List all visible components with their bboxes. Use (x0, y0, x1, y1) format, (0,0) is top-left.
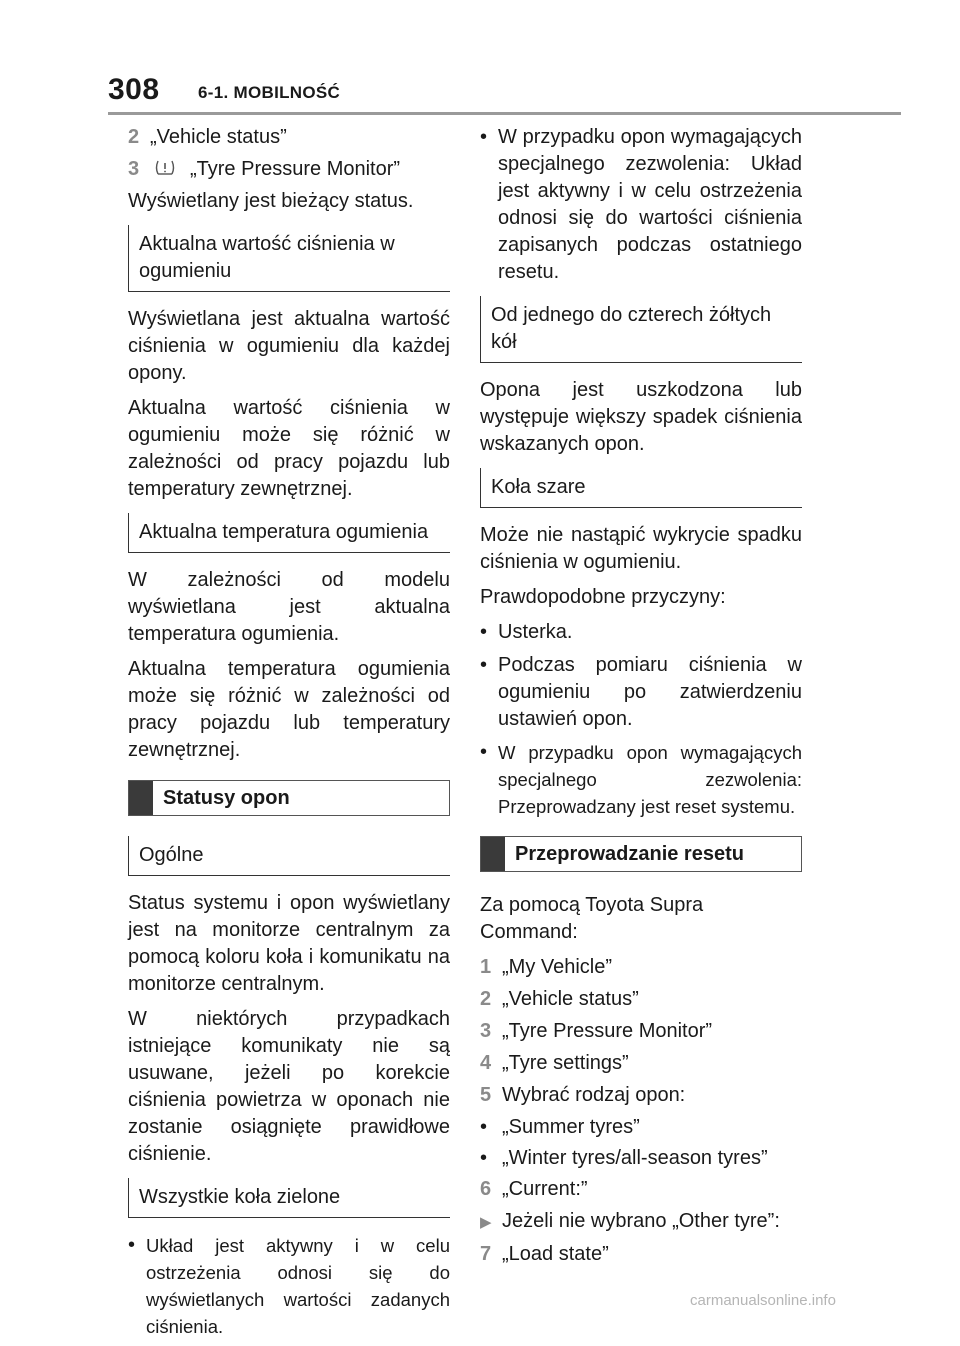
section-reset (480, 836, 802, 872)
step-text: „Tyre settings” (502, 1052, 629, 1074)
subheading-grey: Koła szare (480, 468, 802, 508)
tyre-warning-icon (154, 159, 176, 177)
list-item: • „Summer tyres” (480, 1114, 802, 1141)
subheading-yellow: Od jednego do czterech żółtych kół (480, 296, 802, 363)
step-6 (480, 1176, 802, 1203)
conditional-note (480, 1208, 802, 1236)
section-marker (129, 781, 153, 815)
subheading-all-green: Wszystkie koła zielone (128, 1178, 450, 1218)
header-divider (108, 112, 901, 115)
command-paragraph: Za pomocą Toyota Supra Command: (480, 894, 704, 943)
section-title: Statusy opon (163, 787, 290, 809)
list-item: • W przypadku opon wymagających specjalnego zezwolenia: Przeprowadzany jest reset systemu. (480, 739, 802, 820)
step-text: „Vehicle status” (502, 988, 639, 1010)
dash-text: „Winter tyres/all-season tyres” (502, 1147, 768, 1169)
general-paragraph-2: W niektórych przypadkach istniejące komunikaty nie są usuwane, jeżeli po korekcie ciśnienia powietrza w oponach nie zostanie osiągnięte prawidłowe ciśnienie. (128, 1008, 450, 1165)
step-number: 6 (480, 1178, 492, 1200)
bullet-text: W przypadku opon wymagających specjalnego zezwolenia: Układ jest aktywny i w celu ostrzeżenia odnosi się do wartości ciśnienia zapisanych podczas ostatniego resetu. (498, 126, 802, 283)
step-text: „Current:” (502, 1178, 588, 1200)
step-text: „Vehicle status” (150, 126, 287, 148)
step-text: „My Vehicle” (502, 956, 613, 978)
pressure-paragraph-2: Aktualna wartość ciśnienia w ogumieniu może się różnić w zależności od pracy pojazdu lub temperatury zewnętrznej. (128, 397, 450, 500)
step-2 (128, 124, 450, 151)
bullet-text: Usterka. (498, 621, 573, 643)
step-number: 7 (480, 1243, 492, 1265)
page-header (0, 0, 960, 120)
yellow-paragraph: Opona jest uszkodzona lub występuje większy spadek ciśnienia wskazanych opon. (480, 379, 802, 455)
list-item: • W przypadku opon wymagających specjalnego zezwolenia: Układ jest aktywny i w celu ostrzeżenia odnosi się do wartości ciśnienia zapisanych podczas ostatniego resetu. (480, 124, 802, 286)
step-3 (128, 156, 450, 183)
step-number: 2 (128, 126, 140, 148)
bullet-text: W przypadku opon wymagających specjalnego zezwolenia: Przeprowadzany jest reset systemu. (498, 742, 802, 817)
subheading-pressure: Aktualna wartość ciśnienia w ogumieniu (128, 225, 450, 292)
subheading-general: Ogólne (128, 836, 450, 876)
list-item: • Układ jest aktywny i w celu ostrzeżenia odnosi się do wyświetlanych wartości zadanych ciśnienia. (128, 1232, 450, 1340)
bullet-text: Podczas pomiaru ciśnienia w ogumieniu po zatwierdzeniu ustawień opon. (498, 654, 802, 730)
step-number: 5 (480, 1084, 492, 1106)
step-1 (480, 954, 802, 981)
step-2 (480, 986, 802, 1013)
step-text: „Tyre Pressure Monitor” (190, 158, 401, 180)
status-paragraph: Wyświetlany jest bieżący status. (128, 190, 414, 212)
watermark: carmanualsonline.info (690, 1292, 836, 1309)
step-number: 4 (480, 1052, 492, 1074)
dash-text: „Summer tyres” (502, 1116, 640, 1138)
right-column (480, 124, 802, 1273)
section-tyre-status (128, 780, 450, 816)
step-number: 2 (480, 988, 492, 1010)
list-item: • Usterka. (480, 619, 802, 646)
grey-paragraph-1: Może nie nastąpić wykrycie spadku ciśnienia w ogumieniu. (480, 524, 802, 573)
general-paragraph-1: Status systemu i opon wyświetlany jest na monitorze centralnym za pomocą koloru koła i komunikatu na monitorze centralnym. (128, 892, 450, 995)
section-marker (481, 837, 505, 871)
step-text: „Load state” (502, 1243, 609, 1265)
list-item: • Podczas pomiaru ciśnienia w ogumieniu po zatwierdzeniu ustawień opon. (480, 652, 802, 733)
step-7 (480, 1241, 802, 1268)
left-column (128, 124, 450, 1346)
temperature-paragraph-1: W zależności od modelu wyświetlana jest aktualna temperatura ogumienia. (128, 569, 450, 645)
list-item: • „Winter tyres/all-season tyres” (480, 1145, 802, 1172)
subheading-temperature: Aktualna temperatura ogumienia (128, 513, 450, 553)
bullet-text: Układ jest aktywny i w celu ostrzeżenia odnosi się do wyświetlanych wartości zadanych ciśnienia. (146, 1235, 450, 1337)
note-text: Jeżeli nie wybrano „Other tyre”: (502, 1210, 780, 1232)
pressure-paragraph-1: Wyświetlana jest aktualna wartość ciśnienia w ogumieniu dla każdej opony. (128, 308, 450, 384)
step-text: „Tyre Pressure Monitor” (502, 1020, 713, 1042)
page-number: 308 (108, 73, 160, 106)
step-text: Wybrać rodzaj opon: (502, 1084, 686, 1106)
chapter-title: 6-1. MOBILNOŚĆ (198, 83, 341, 102)
step-3 (480, 1018, 802, 1045)
grey-paragraph-2: Prawdopodobne przyczyny: (480, 586, 726, 608)
step-number: 3 (480, 1020, 492, 1042)
temperature-paragraph-2: Aktualna temperatura ogumienia może się różnić w zależności od pracy pojazdu lub temperatury zewnętrznej. (128, 658, 450, 761)
step-5 (480, 1082, 802, 1109)
section-title: Przeprowadzanie resetu (515, 843, 744, 865)
triangle-right-icon: ▶ (480, 1214, 492, 1231)
step-number: 3 (128, 158, 140, 180)
step-number: 1 (480, 956, 492, 978)
step-4 (480, 1050, 802, 1077)
